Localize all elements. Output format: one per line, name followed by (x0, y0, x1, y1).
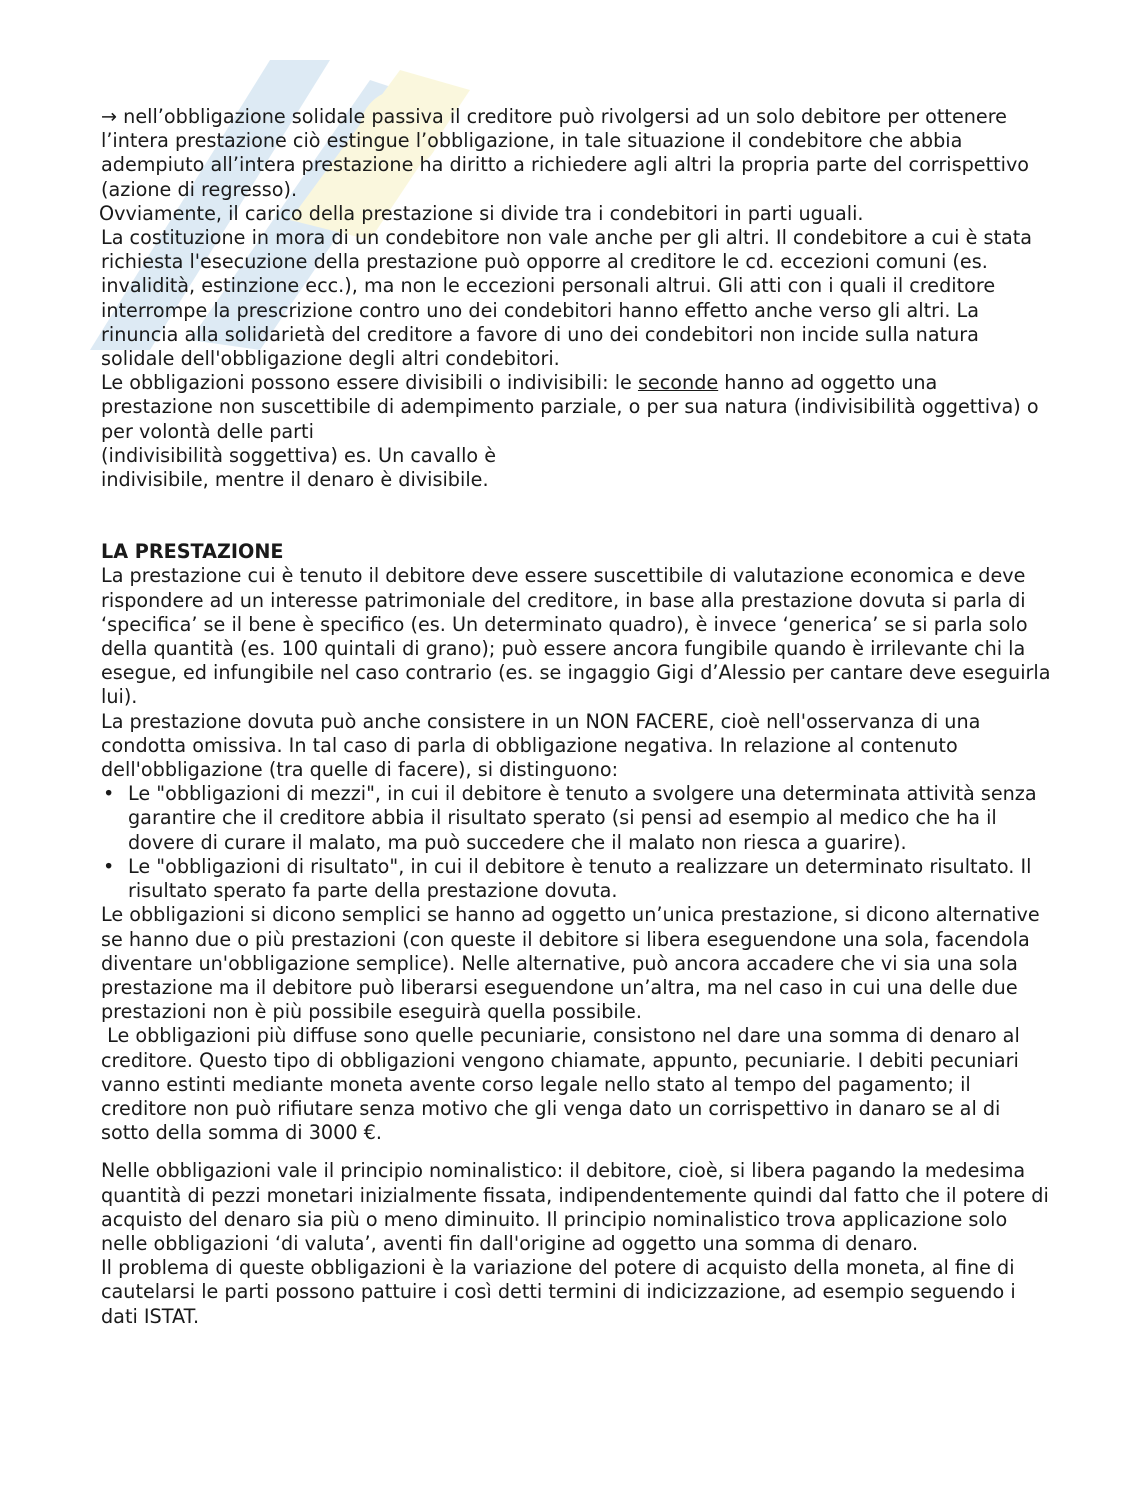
paragraph-semplici-alternative: Le obbligazioni si dicono semplici se hanno ad oggetto un’unica prestazione, si dicono alternative se hanno due o più prestazioni (con queste il debitore si libera eseguendone una sola, facendola diventare un'obbligazione semplice). Nelle alternative, può ancora accadere che vi sia una sola prestazione ma il debitore può liberarsi eseguendone un’altra, ma nel caso in cui una delle due prestazioni non è più possibile eseguirà quella possibile. (101, 903, 1040, 1024)
paragraph-indicizzazione: Il problema di queste obbligazioni è la variazione del potere di acquisto della moneta, al fine di cautelarsi le parti possono pattuire i così detti termini di indicizzazione, ad esempio seguendo i dati ISTAT. (101, 1256, 1016, 1328)
paragraph-divisibili-line3: indivisibile, mentre il denaro è divisibile. (101, 468, 489, 492)
divisibili-underlined: seconde (637, 371, 719, 395)
divisibili-text-after: hanno ad oggetto una prestazione non suscettibile di adempimento parziale, o per sua natura (indivisibilità oggettiva) o per volontà delle parti (101, 371, 1039, 443)
list-item (101, 782, 1051, 855)
paragraph-solidale: → nell’obbligazione solidale passiva il creditore può rivolgersi ad un solo debitore per ottenere l’intera prestazione ciò estingue l’obbligazione, in tale situazione il condebitore che abbia adempiuto all’intera prestazione ha diritto a richiedere agli altri la propria parte del corrispettivo (azione di regresso). (101, 105, 1030, 201)
section-heading: LA PRESTAZIONE (101, 540, 284, 564)
bullet-icon: • (103, 854, 115, 878)
list-item-text: Le "obbligazioni di mezzi", in cui il debitore è tenuto a svolgere una determinata attività senza garantire che il creditore abbia il risultato sperato (si pensi ad esempio al medico che ha il dovere di curare il malato, ma può succedere che il malato non riesca a guarire). (128, 782, 1037, 854)
bullet-list (101, 782, 1051, 903)
divisibili-text-before: Le obbligazioni possono essere divisibili o indivisibili: le (101, 371, 638, 395)
paragraph-divisibili-line2: (indivisibilità soggettiva) es. Un cavallo è (101, 443, 497, 467)
paragraph-mora: La costituzione in mora di un condebitore non vale anche per gli altri. Il condebitore a cui è stata richiesta l'esecuzione della prestazione può opporre al creditore le cd. eccezioni comuni (es. invalidità, estinzione ecc.), ma non le eccezioni personali altrui. Gli atti con i quali il creditore interrompe la prescrizione contro uno dei condebitori hanno effetto anche verso gli altri. La rinuncia alla solidarietà del creditore a favore di uno dei condebitori non incide sulla natura solidale dell'obbligazione degli altri condebitori. (101, 226, 1033, 371)
paragraph-pecuniarie: Le obbligazioni più diffuse sono quelle pecuniarie, consistono nel dare una somma di denaro al creditore. Questo tipo di obbligazioni vengono chiamate, appunto, pecuniarie. I debiti pecuniari vanno estinti mediante moneta avente corso legale nello stato al tempo del pagamento; il creditore non può rifiutare senza motivo che gli venga dato un corrispettivo in danaro se al di sotto della somma di 3000 €. (101, 1024, 1026, 1145)
paragraph-nominalistico: Nelle obbligazioni vale il principio nominalistico: il debitore, cioè, si libera pagando la medesima quantità di pezzi monetari inizialmente fissata, indipendentemente quindi dal fatto che il potere di acquisto del denaro sia più o meno diminuito. Il principio nominalistico trova applicazione solo nelle obbligazioni ‘di valuta’, aventi fin dall'origine ad oggetto una somma di denaro. (101, 1159, 1049, 1255)
bullet-icon: • (103, 782, 115, 806)
paragraph-divisibili (101, 371, 1051, 444)
document-body (101, 105, 1051, 1329)
paragraph-carico: Ovviamente, il carico della prestazione si divide tra i condebitori in parti uguali. (99, 201, 864, 225)
paragraph-non-facere: La prestazione dovuta può anche consistere in un NON FACERE, cioè nell'osservanza di una condotta omissiva. In tal caso di parla di obbligazione negativa. In relazione al contenuto dell'obbligazione (tra quelle di facere), si distinguono: (101, 709, 981, 782)
list-item-text: Le "obbligazioni di risultato", in cui il debitore è tenuto a realizzare un determinato risultato. Il risultato sperato fa parte della prestazione dovuta. (128, 854, 1032, 903)
list-item (101, 855, 1051, 903)
paragraph-prestazione: La prestazione cui è tenuto il debitore deve essere suscettibile di valutazione economica e deve rispondere ad un interesse patrimoniale del creditore, in base alla prestazione dovuta si parla di ‘specifica’ se il bene è specifico (es. Un determinato quadro), è invece ‘generica’ se si parla solo della quantità (es. 100 quintali di grano); può essere ancora fungibile quando è irrilevante chi la esegue, ed infungibile nel caso contrario (es. se ingaggio Gigi d’Alessio per cantare deve eseguirla lui). (101, 564, 1051, 709)
